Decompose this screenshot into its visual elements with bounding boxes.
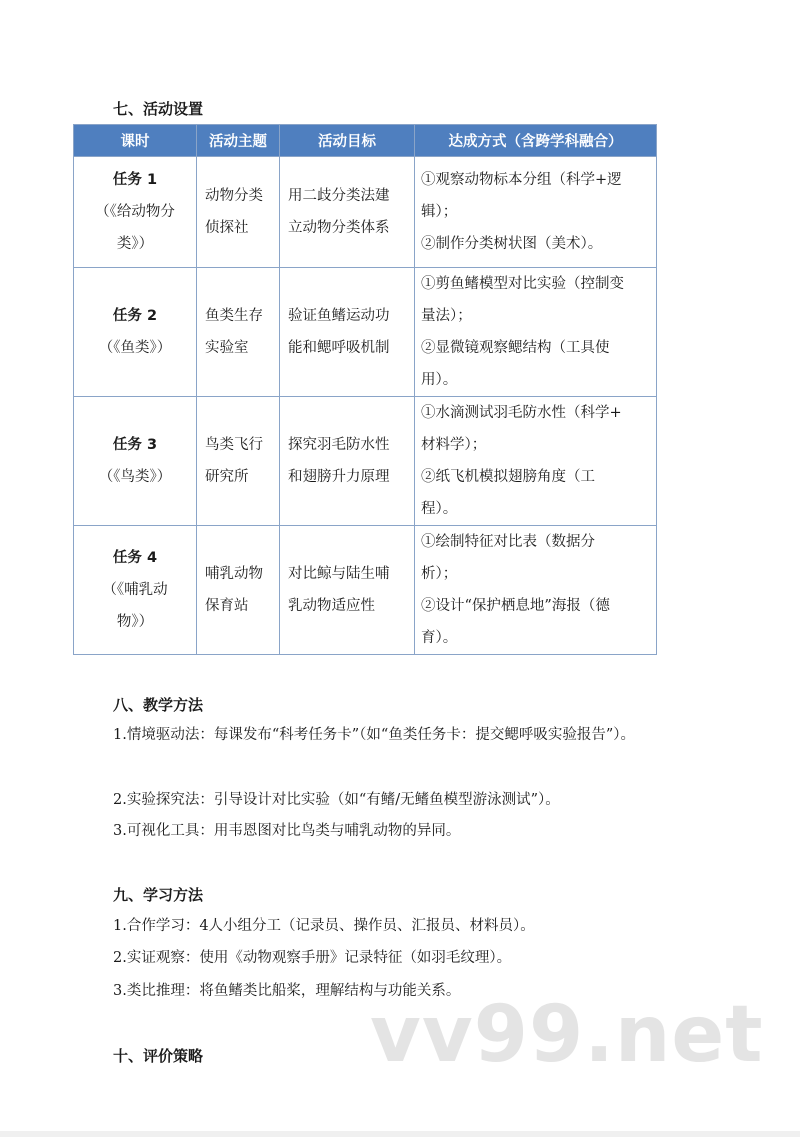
cell-method — [415, 397, 657, 526]
theme-text: 鸟类飞行 — [205, 437, 263, 453]
method-text: ②显微镜观察鳃结构（工具使 — [421, 340, 610, 356]
theme-text: 哺乳动物 — [205, 566, 263, 582]
cell-theme — [197, 526, 280, 655]
list-item: 2.实验探究法：引导设计对比实验（如“有鳍/无鳍鱼模型游泳测试”）。 — [113, 792, 560, 808]
method-text: ①剪鱼鳍模型对比实验（控制变 — [421, 276, 624, 292]
header-lesson: 课时 — [74, 125, 197, 157]
task-name: 任务 1 — [112, 172, 158, 188]
header-goal: 活动目标 — [280, 125, 415, 157]
method-text: ①水滴测试羽毛防水性（科学+ — [421, 405, 622, 421]
table-row — [74, 157, 657, 268]
task-name: 任务 2 — [112, 308, 158, 324]
goal-text: 乳动物适应性 — [288, 598, 375, 614]
cell-theme — [197, 397, 280, 526]
list-item: 3.可视化工具：用韦恩图对比鸟类与哺乳动物的异同。 — [113, 823, 461, 839]
cell-goal — [280, 268, 415, 397]
method-text: ②纸飞机模拟翅膀角度（工 — [421, 469, 595, 485]
table-row — [74, 397, 657, 526]
goal-text: 验证鱼鳍运动功 — [288, 308, 390, 324]
method-text: 材料学）； — [421, 437, 487, 453]
lesson-text: （《哺乳动 — [102, 582, 168, 598]
cell-goal — [280, 157, 415, 268]
method-text: ②设计“保护栖息地”海报（德 — [421, 598, 610, 614]
method-text: 析）； — [421, 566, 458, 582]
section-9-title: 九、学习方法 — [113, 886, 204, 904]
method-text: ②制作分类树状图（美术）。 — [421, 236, 603, 252]
theme-text: 研究所 — [205, 469, 249, 485]
cell-method — [415, 157, 657, 268]
cell-theme — [197, 157, 280, 268]
cell-lesson — [74, 526, 197, 655]
method-text: 用）。 — [421, 372, 458, 388]
list-item: 2.实证观察：使用《动物观察手册》记录特征（如羽毛纹理）。 — [113, 950, 512, 966]
table-row — [74, 526, 657, 655]
goal-text: 和翅膀升力原理 — [288, 469, 390, 485]
list-item: 1.情境驱动法：每课发布“科考任务卡”（如“鱼类任务卡：提交鳃呼吸实验报告”）。 — [113, 727, 635, 743]
lesson-text: （《给动物分 — [95, 204, 175, 220]
cell-goal — [280, 526, 415, 655]
method-text: ①绘制特征对比表（数据分 — [421, 534, 595, 550]
goal-text: 能和鳃呼吸机制 — [288, 340, 390, 356]
method-text: ①观察动物标本分组（科学+逻 — [421, 172, 622, 188]
theme-text: 保育站 — [205, 598, 249, 614]
lesson-text: 类》） — [116, 236, 154, 252]
lesson-text: 物》） — [116, 614, 154, 630]
table-row — [74, 268, 657, 397]
theme-text: 侦探社 — [205, 220, 249, 236]
list-item: 3.类比推理：将鱼鳍类比船桨，理解结构与功能关系。 — [113, 983, 461, 999]
method-text: 量法）； — [421, 308, 472, 324]
goal-text: 立动物分类体系 — [288, 220, 390, 236]
goal-text: 探究羽毛防水性 — [288, 437, 390, 453]
page-bottom-edge — [0, 1131, 800, 1137]
method-text: 育）。 — [421, 630, 458, 646]
cell-lesson — [74, 268, 197, 397]
theme-text: 实验室 — [205, 340, 249, 356]
section-8-title: 八、教学方法 — [113, 696, 204, 714]
watermark: vv99.net — [370, 990, 764, 1080]
task-name: 任务 3 — [112, 437, 158, 453]
cell-lesson — [74, 157, 197, 268]
table-header-row — [74, 125, 657, 157]
method-text: 程）。 — [421, 501, 458, 517]
theme-text: 动物分类 — [205, 188, 263, 204]
cell-method — [415, 268, 657, 397]
header-theme: 活动主题 — [197, 125, 280, 157]
goal-text: 对比鲸与陆生哺 — [288, 566, 390, 582]
cell-goal — [280, 397, 415, 526]
task-name: 任务 4 — [112, 550, 158, 566]
section-10-title: 十、评价策略 — [113, 1047, 204, 1065]
header-method: 达成方式（含跨学科融合） — [415, 125, 657, 157]
goal-text: 用二歧分类法建 — [288, 188, 390, 204]
list-item: 1.合作学习：4人小组分工（记录员、操作员、汇报员、材料员）。 — [113, 918, 535, 934]
section-7-title: 七、活动设置 — [113, 100, 204, 118]
method-text: 辑）； — [421, 204, 458, 220]
activity-table — [73, 124, 657, 655]
lesson-text: （《鱼类》） — [98, 340, 172, 356]
cell-lesson — [74, 397, 197, 526]
cell-theme — [197, 268, 280, 397]
lesson-text: （《鸟类》） — [98, 469, 172, 485]
theme-text: 鱼类生存 — [205, 308, 263, 324]
cell-method — [415, 526, 657, 655]
